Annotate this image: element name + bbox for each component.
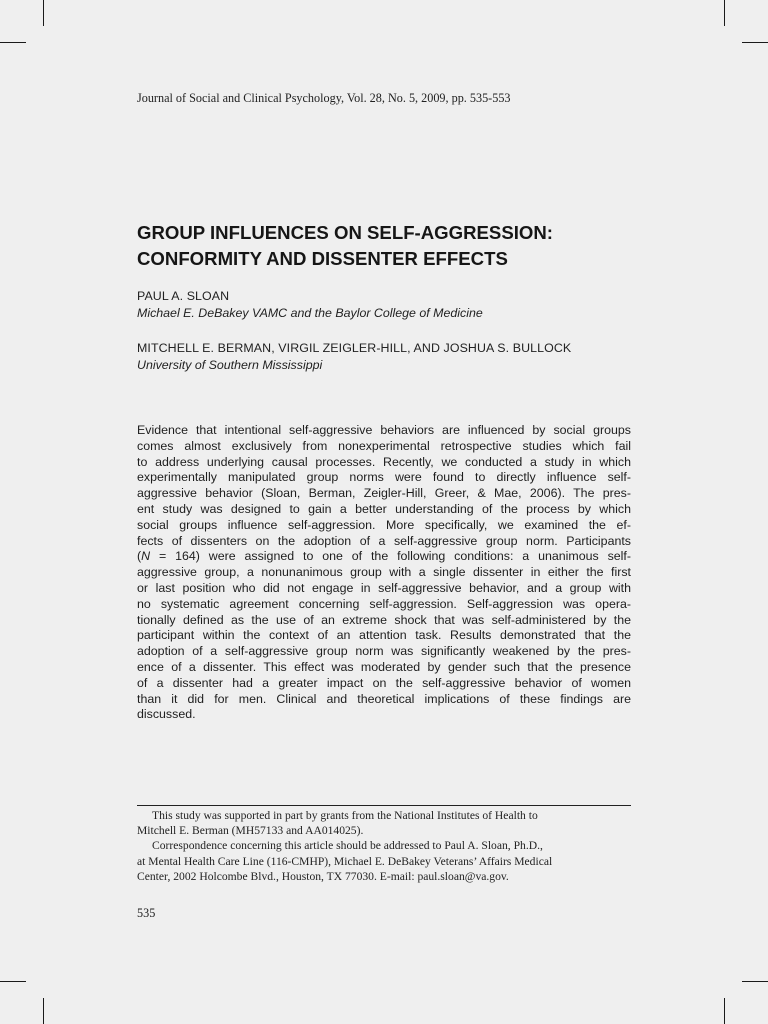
crop-mark <box>724 0 725 26</box>
abstract-line: comes almost exclusively from nonexperimental retrospective studies which fail <box>137 438 631 453</box>
abstract-line: aggressive behavior (Sloan, Berman, Zeigler-Hill, Greer, & Mae, 2006). The pres- <box>137 486 631 501</box>
abstract-line: of a dissenter had a greater impact on the self-aggressive behavior of women <box>137 675 631 690</box>
abstract-line: (N = 164) were assigned to one of the following conditions: a unanimous self- <box>137 549 631 564</box>
article-title <box>137 220 657 272</box>
title-line: CONFORMITY AND DISSENTER EFFECTS <box>137 248 508 269</box>
crop-mark <box>0 981 26 982</box>
crop-mark <box>0 42 26 43</box>
crop-mark <box>43 998 44 1024</box>
abstract-line: experimentally manipulated group norms were found to directly influence self- <box>137 470 631 485</box>
footnote-line: This study was supported in part by grants from the National Institutes of Health to <box>152 809 538 822</box>
author-block <box>137 340 657 374</box>
footnote-line: at Mental Health Care Line (116-CMHP), Michael E. DeBakey Veterans’ Affairs Medical <box>137 854 553 868</box>
crop-mark <box>43 0 44 26</box>
crop-mark <box>742 42 768 43</box>
abstract-line: or last position who did not engage in self-aggressive behavior, and a group with <box>137 580 631 595</box>
crop-mark <box>742 981 768 982</box>
abstract-line: adoption of a self-aggressive group norm was significantly weakened by the pres- <box>137 644 631 659</box>
abstract-line: Evidence that intentional self-aggressive behaviors are influenced by social groups <box>137 423 631 437</box>
footnote-line: Mitchell E. Berman (MH57133 and AA014025). <box>137 824 364 838</box>
footnote-line: Correspondence concerning this article should be addressed to Paul A. Sloan, Ph.D., <box>152 839 543 853</box>
author-affiliation: University of Southern Mississippi <box>137 358 323 372</box>
author-names: PAUL A. SLOAN <box>137 289 230 303</box>
page-number: 535 <box>137 906 156 920</box>
abstract-line: discussed. <box>137 707 196 722</box>
abstract-line: than it did for men. Clinical and theoretical implications of these findings are <box>137 691 631 706</box>
abstract-line: no systematic agreement concerning self-aggression. Self-aggression was opera- <box>137 596 631 611</box>
journal-reference: Journal of Social and Clinical Psychology, Vol. 28, No. 5, 2009, pp. 535-553 <box>137 91 511 105</box>
crop-mark <box>724 998 725 1024</box>
author-names: MITCHELL E. BERMAN, VIRGIL ZEIGLER-HILL, AND JOSHUA S. BULLOCK <box>137 341 572 355</box>
abstract-line: ent study was designed to gain a better understanding of the process by which <box>137 501 631 516</box>
abstract-line: to address underlying causal processes. Recently, we conducted a study in which <box>137 454 631 469</box>
abstract-line: ence of a dissenter. This effect was moderated by gender such that the presence <box>137 659 631 674</box>
author-affiliation: Michael E. DeBakey VAMC and the Baylor College of Medicine <box>137 306 483 320</box>
title-line: GROUP INFLUENCES ON SELF-AGGRESSION: <box>137 222 553 243</box>
author-block <box>137 288 657 322</box>
abstract-line: fects of dissenters on the adoption of a self-aggressive group norm. Participants <box>137 533 631 548</box>
footnote-line: Center, 2002 Holcombe Blvd., Houston, TX 77030. E-mail: paul.sloan@va.gov. <box>137 869 509 883</box>
abstract-line: participant within the context of an attention task. Results demonstrated that the <box>137 628 631 643</box>
footnotes <box>137 808 631 884</box>
abstract-line: social groups influence self-aggression. More specifically, we examined the ef- <box>137 517 631 532</box>
abstract-line: tionally defined as the use of an extreme shock that was self-administered by the <box>137 612 631 627</box>
footnote-divider <box>137 805 631 806</box>
abstract <box>137 423 631 723</box>
abstract-line: aggressive group, a nonunanimous group with a single dissenter in either the first <box>137 565 631 580</box>
